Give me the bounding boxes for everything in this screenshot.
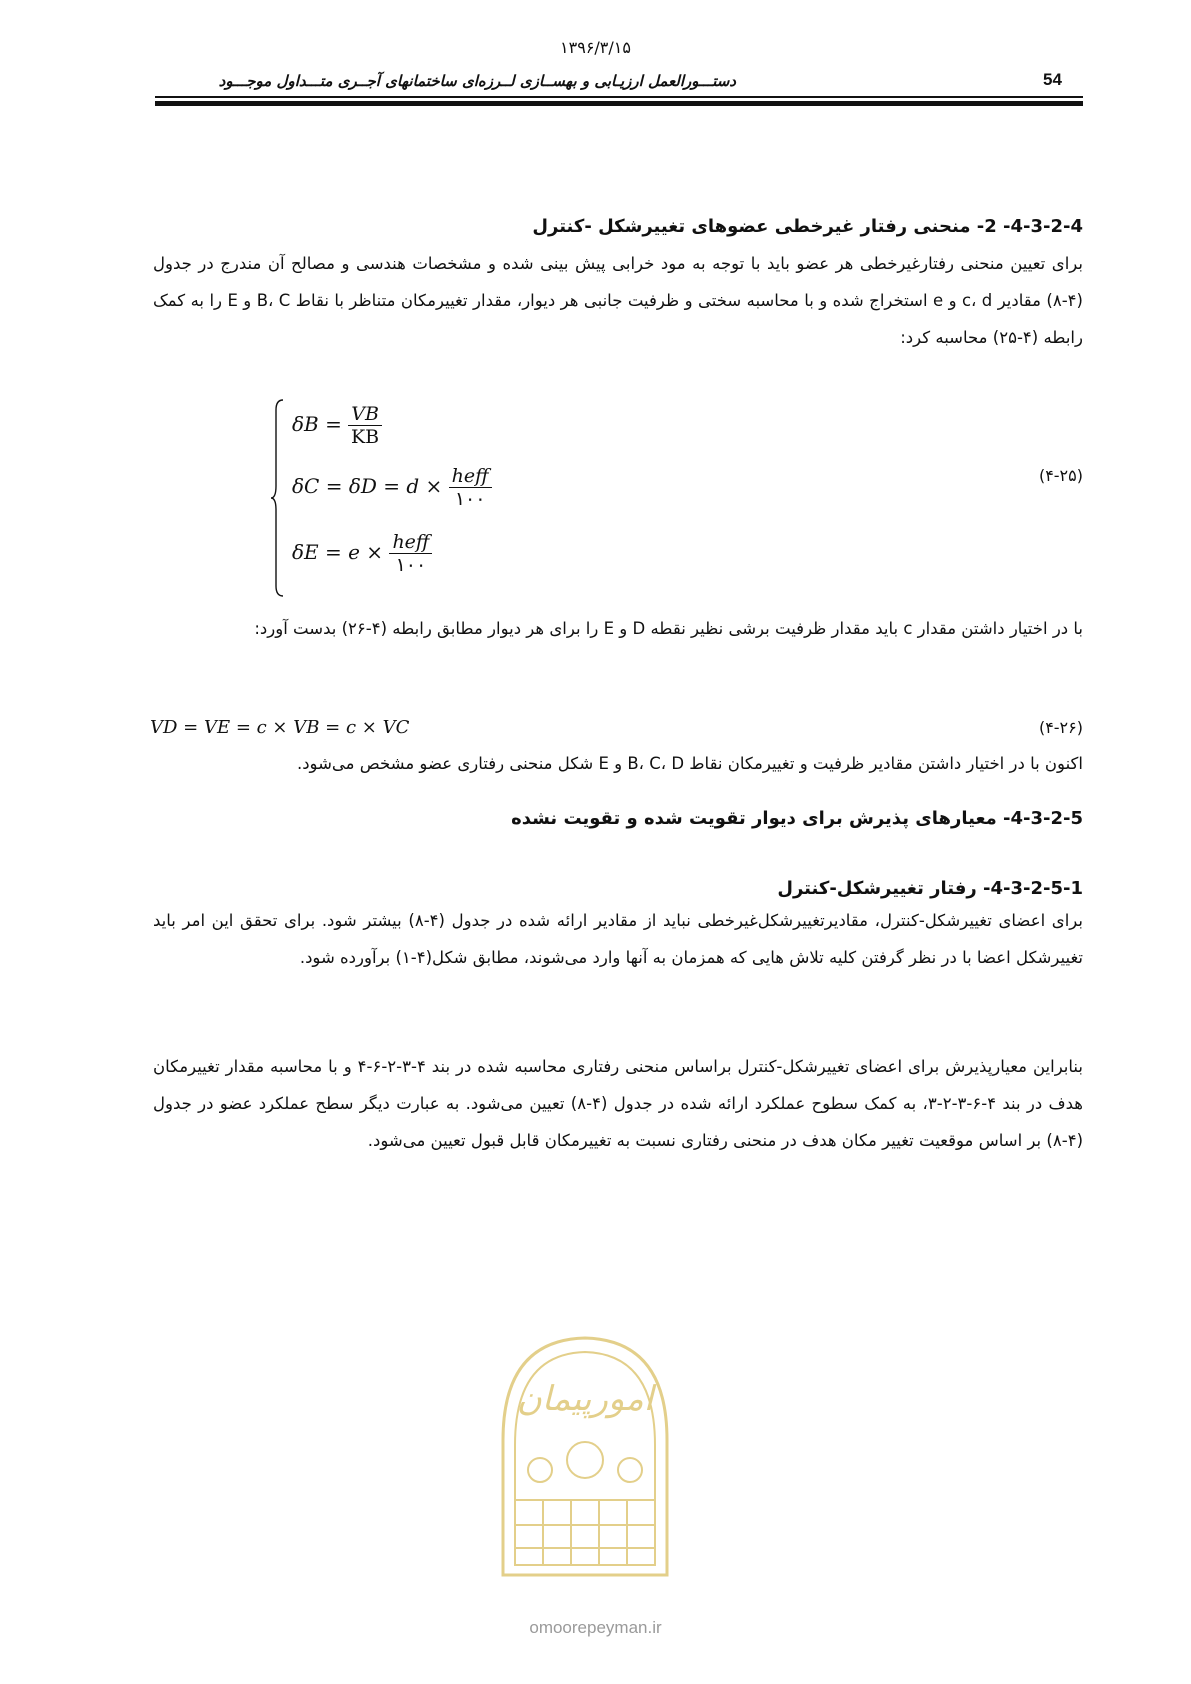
eq1-numerator: VB [348,403,382,426]
eq3-denominator: ۱۰۰ [395,554,427,576]
eq1-denominator: KB [350,426,380,448]
equation-25-line-1 [292,403,382,448]
section-heading-deformation-control: 4-3-2-5-1- رفتار تغییرشکل-کنترل [777,878,1083,899]
equation-25-line-2 [292,465,492,510]
eq3-numerator: heff [389,531,432,554]
eq3-fraction [389,531,432,576]
paragraph-curve-shape: اکنون با در اختیار داشتن مقادیر ظرفیت و تغییرمکان نقاط B، C، D و E شکل منحنی رفتاری عضو مشخص می‌شود. [296,754,1083,773]
watermark-logo [485,1320,685,1590]
eq2-fraction [449,465,492,510]
watermark-logo-text: امورپیمان [516,1379,654,1419]
paragraph-deformation-limits: برای اعضای تغییرشکل-کنترل، مقادیرتغییرشکل‌غیرخطی نباید از مقادیر ارائه شده در جدول (۴-۸) بیشتر شود. برای تحقق این امر باید تغییرشکل اعضا با در نظر گرفتن کلیه تلاش هایی که همزمان به آنها وارد می‌شوند، مطابق شکل(۴-۱) برآورده شود. [153,911,1083,967]
watermark-url: omoorepeyman.ir [529,1618,662,1637]
equation-25 [280,403,530,603]
page-number: 54 [1043,70,1062,89]
equation-25-number: (۴-۲۵) [1038,466,1083,485]
section-heading-curve: 4-3-2-4- 2- منحنی رفتار غیرخطی عضوهای تغییرشکل -کنترل [532,216,1083,237]
header-title: دستـــورالعمل ارزیـابی و بهســازی لــرزه‌ای ساختمانهای آجــری متـــداول موجـــود [218,72,736,90]
eq3-lhs: δE = e × [292,540,384,564]
paragraph-shear-capacity: با در اختیار داشتن مقدار c باید مقدار ظرفیت برشی نظیر نقطه D و E را برای هر دیوار مطابق رابطه (۴-۲۶) بدست آورد: [254,619,1083,638]
paragraph-curve: برای تعیین منحنی رفتارغیرخطی هر عضو باید با توجه به مود خرابی پیش بینی شده و مشخصات هندسی و مصالح آن مندرج در جدول (۴-۸) مقادیر c، d و e استخراج شده و با محاسبه سختی و ظرفیت جانبی هر دیوار، مقدار تغییرمکان متناظر با نقاط B، C و E را به کمک رابطه (۴-۲۵) محاسبه کرد: [153,254,1083,347]
eq2-denominator: ۱۰۰ [454,488,486,510]
eq2-lhs: δC = δD = d × [292,474,443,498]
paragraph-acceptance-criteria: بنابراین معیارپذیرش برای اعضای تغییرشکل-کنترل براساس منحنی رفتاری محاسبه شده در بند ۴-۳-۲-۶-۴ و با محاسبه مقدار تغییرمکان هدف در بند ۴-۶-۳-۲-۳، به کمک سطوح عملکرد ارائه شده در جدول (۴-۸) تعیین می‌شود. به عبارت دیگر سطح عملکرد عضو در جدول (۴-۸) بر اساس موقعیت تغییر مکان هدف در منحنی رفتاری نسبت به تغییرمکان قابل قبول تعیین می‌شود. [153,1057,1084,1150]
equation-25-line-3 [292,531,432,576]
header-rule-thick [155,101,1083,106]
eq1-fraction [348,403,382,448]
equation-26-number: (۴-۲۶) [1038,718,1083,737]
header-date: ۱۳۹۶/۳/۱۵ [560,38,631,57]
section-heading-acceptance: 4-3-2-5- معیارهای پذیرش برای دیوار تقویت شده و تقویت نشده [511,808,1083,829]
eq1-lhs: δB = [292,412,342,436]
equation-26: VD = VE = c × VB = c × VC [150,717,410,738]
eq2-numerator: heff [449,465,492,488]
header-rule-thin [155,96,1083,98]
